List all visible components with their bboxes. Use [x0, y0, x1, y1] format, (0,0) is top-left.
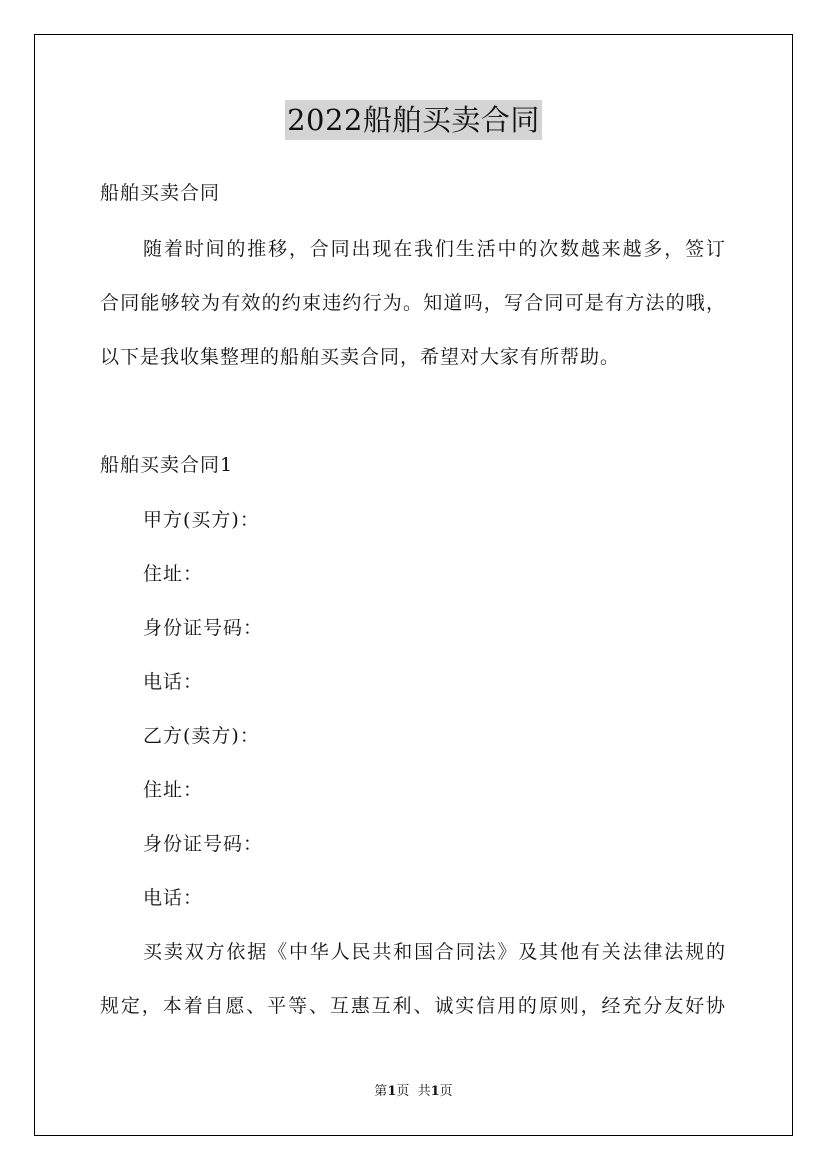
- footer-page-prefix: 第: [374, 1084, 388, 1099]
- party-a-label: 甲方(买方)：: [143, 509, 260, 531]
- party-a-phone: 电话：: [143, 671, 204, 693]
- party-a-address: 住址：: [143, 563, 204, 585]
- intro-line-2: 合同能够较为有效的约束违约行为。知道吗，写合同可是有方法的哦，: [100, 292, 726, 314]
- intro-line-3: 以下是我收集整理的船舶买卖合同，希望对大家有所帮助。: [100, 346, 621, 368]
- party-a-id-number: 身份证号码：: [143, 617, 264, 639]
- document-subtitle: 船舶买卖合同: [100, 182, 221, 204]
- footer-page-current: 1: [387, 1084, 397, 1099]
- party-b-label: 乙方(卖方)：: [143, 725, 260, 747]
- party-b-address: 住址：: [143, 779, 204, 801]
- footer-page-suffix: 页: [439, 1084, 453, 1099]
- party-b-id-number: 身份证号码：: [143, 833, 264, 855]
- intro-line-1: 随着时间的推移，合同出现在我们生活中的次数越来越多，签订: [143, 238, 726, 260]
- party-b-phone: 电话：: [143, 887, 204, 909]
- footer-page-mid: 页 共: [396, 1084, 431, 1099]
- document-title: 2022船舶买卖合同: [285, 100, 542, 140]
- body-line-2: 规定，本着自愿、平等、互惠互利、诚实信用的原则，经充分友好协: [100, 995, 726, 1017]
- footer-page-total: 1: [430, 1084, 440, 1099]
- page-footer: [0, 1084, 827, 1100]
- title-wrapper: [0, 100, 827, 140]
- body-line-1: 买卖双方依据《中华人民共和国合同法》及其他有关法律法规的: [143, 941, 726, 963]
- section-heading: 船舶买卖合同1: [100, 454, 234, 476]
